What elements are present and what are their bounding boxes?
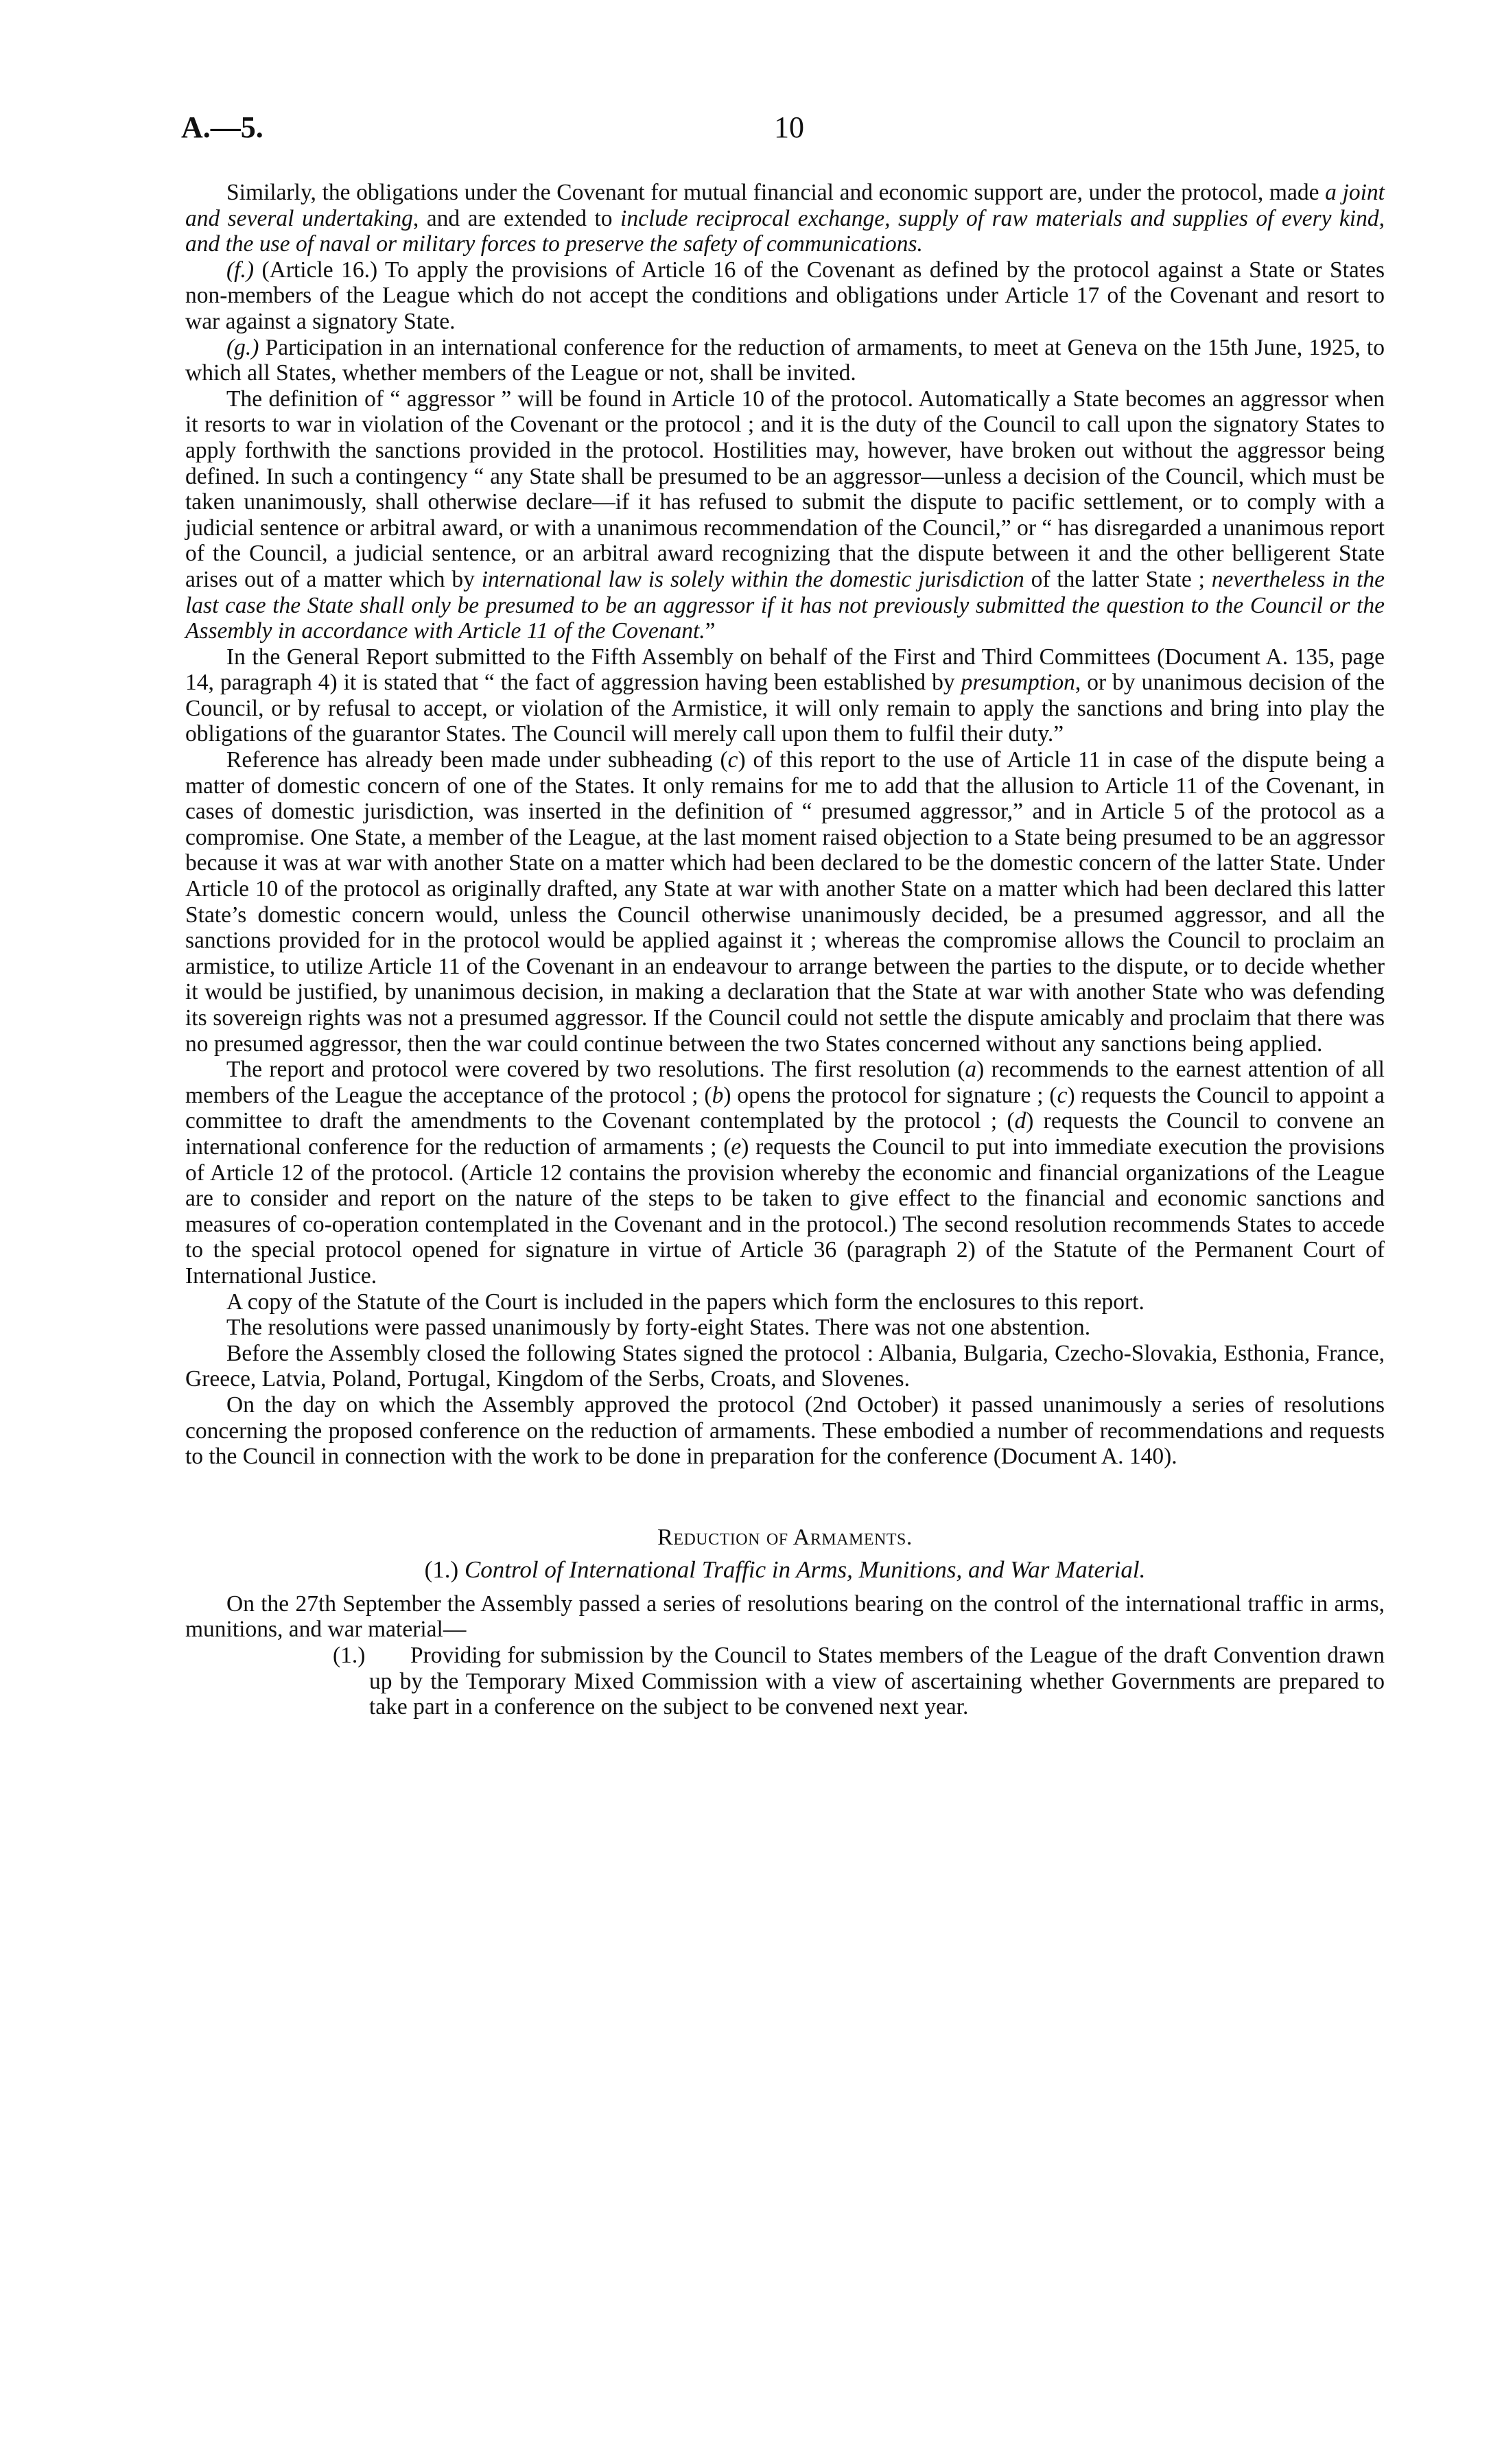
paragraph-resolutions: The report and protocol were covered by two resolutions. The first resolution (a) recommends to the earnest attention of all members of the League the acceptance of the protocol ; (b) opens the protocol for signature ; (c) requests the Council to appoint a committee to draft the amendments to the Covenant contemplated by the protocol ; (d) requests the Council to convene an international conference for the reduction of armaments ; (e) requests the Council to put into immediate execution the provisions of Article 12 of the protocol. (Article 12 contains the provision whereby the economic and financial organizations of the League are to consider and report on the nature of the steps to be taken to give effect to the financial and economic sanctions and measures of co-operation contemplated in the Covenant and in the protocol.) The second resolution recommends States to accede to the special protocol opened for signature in virtue of Article 36 (paragraph 2) of the Statute of the Permanent Court of International Justice. xyxy=(185,1057,1385,1289)
page-body xyxy=(185,180,1385,1720)
paragraph-general-report: In the General Report submitted to the Fifth Assembly on behalf of the First and Third Committees (Document A. 135, page 14, paragraph 4) it is stated that “ the fact of aggression having been established by presumption, or by unanimous decision of the Council, or by refusal to accept, or violation of the Armistice, it will only remain to apply the sanctions and bring into play the obligations of the guarantor States. The Council will merely call upon them to fulfil their duty.” xyxy=(185,644,1385,747)
list-item-number: (1.) xyxy=(333,1643,366,1669)
page-number: 10 xyxy=(774,110,804,144)
paragraph-statute-copy: A copy of the Statute of the Court is included in the papers which form the enclosures to this report. xyxy=(226,1289,1144,1315)
paragraph-conference: (g.) Participation in an international conference for the reduction of armaments, to meet at Geneva on the 15th June, 1925, to which all States, whether members of the League or not, shall be invited. xyxy=(185,334,1385,386)
paragraph-financial-support: Similarly, the obligations under the Covenant for mutual financial and economic support are, under the protocol, made a joint and several undertaking, and are extended to include reciprocal exchange, supply of raw materials and supplies of every kind, and the use of naval or military forces to preserve the safety of communications. xyxy=(185,180,1385,257)
paragraph-traffic-intro: On the 27th September the Assembly passed a series of resolutions bearing on the control of the international traffic in arms, munitions, and war material— xyxy=(185,1591,1385,1643)
list-item xyxy=(185,1643,1385,1720)
paragraph-armaments-resolutions: On the day on which the Assembly approved the protocol (2nd October) it passed unanimously a series of resolutions concerning the proposed conference on the reduction of armaments. These embodied a number of recommendations and requests to the Council in connection with the work to be done in preparation for the conference (Document A. 140). xyxy=(185,1392,1385,1470)
paragraph-aggressor-definition: The definition of “ aggressor ” will be found in Article 10 of the protocol. Automatically a State becomes an aggressor when it resorts to war in violation of the Covenant or the protocol ; and it is the duty of the Council to call upon the signatory States to apply forthwith the sanctions provided in the protocol. Hostilities may, however, have broken out without the aggressor being defined. In such a contingency “ any State shall be presumed to be an aggressor—unless a decision of the Council, which must be taken unanimously, shall otherwise declare—if it has refused to submit the dispute to pacific settlement, or to comply with a judicial sentence or arbitral award, or with a unanimous recommendation of the Council,” or “ has disregarded a unanimous report of the Council, a judicial sentence, or an arbitral award recognizing that the dispute between it and the other belligerent State arises out of a matter which by international law is solely within the domestic jurisdiction of the latter State ; nevertheless in the last case the State shall only be presumed to be an aggressor if it has not previously submitted the question to the Council or the Assembly in accordance with Article 11 of the Covenant.” xyxy=(185,386,1385,644)
document-reference: A.—5. xyxy=(181,110,263,144)
paragraph-article-16: (f.) (Article 16.) To apply the provisions of Article 16 of the Covenant as defined by the protocol against a State or States non-members of the League which do not accept the conditions and obligations under Article 17 of the Covenant and resort to war against a signatory State. xyxy=(185,257,1385,334)
paragraph-article-11: Reference has already been made under subheading (c) of this report to the use of Article 11 in case of the dispute being a matter of domestic concern of one of the States. It only remains for me to add that the allusion to Article 11 of the Covenant, in cases of domestic jurisdiction, was inserted in the definition of “ presumed aggressor,” and in Article 5 of the protocol as a compromise. One State, a member of the League, at the last moment raised objection to a State being presumed to be an aggressor because it was at war with another State on a matter which had been declared to be the domestic concern of the latter State. Under Article 10 of the protocol as originally drafted, any State at war with another State on a matter which had been declared this latter State’s domestic concern would, unless the Council otherwise unanimously decided, be a presumed aggressor, and all the sanctions provided for in the protocol would be applied against it ; whereas the compromise allows the Council to proclaim an armistice, to utilize Article 11 of the Covenant in an endeavour to arrange between the parties to the dispute, or to decide whether it would be justified, by unanimous decision, in making a declaration that the State at war with another State who was defending its sovereign rights was not a presumed aggressor. If the Council could not settle the dispute amicably and proclaim that there was no presumed aggressor, then the war could continue between the two States concerned without any sanctions being applied. xyxy=(185,747,1385,1057)
paragraph-unanimous: The resolutions were passed unanimously by forty-eight States. There was not one abstention. xyxy=(226,1315,1091,1341)
subheading-g: (g.) xyxy=(226,334,259,360)
section-heading: Reduction of Armaments. xyxy=(657,1524,913,1550)
list-item-text: Providing for submission by the Council to States members of the League of the draft Convention drawn up by the Temporary Mixed Commission with a view of ascertaining whether Governments are prepared to take part in a conference on the subject to be convened next year. xyxy=(369,1643,1385,1720)
subheading-f: (f.) xyxy=(226,257,254,283)
subsection-heading: (1.) Control of International Traffic in Arms, Munitions, and War Material. xyxy=(424,1556,1146,1584)
paragraph-signatories: Before the Assembly closed the following States signed the protocol : Albania, Bulgaria, Czecho-Slovakia, Esthonia, France, Greece, Latvia, Poland, Portugal, Kingdom of the Serbs, Croats, and Slovenes. xyxy=(185,1340,1385,1392)
page-header xyxy=(181,110,1310,151)
